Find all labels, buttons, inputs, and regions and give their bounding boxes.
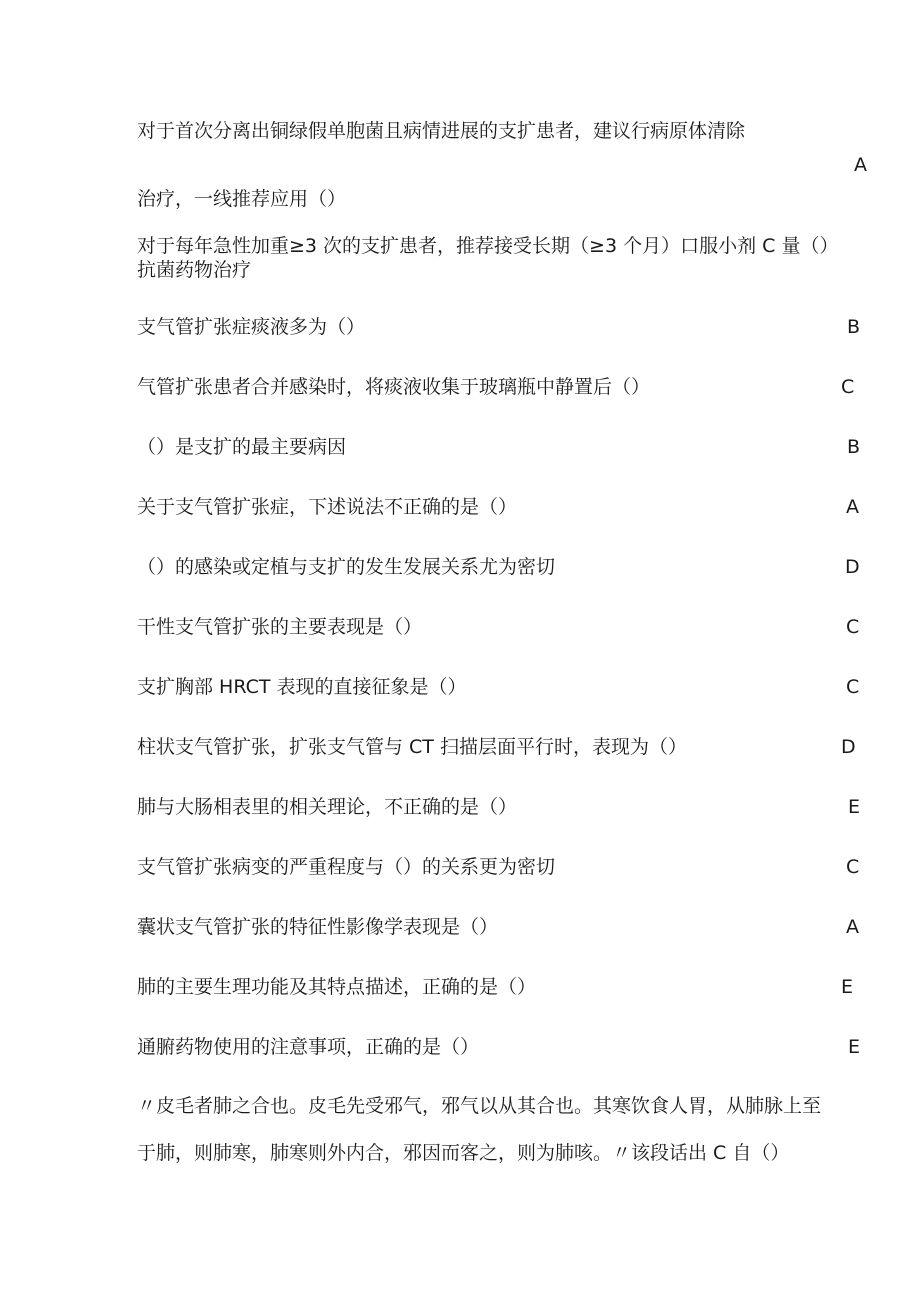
question-12: 支气管扩张病变的严重程度与（）的关系更为密切 [137, 856, 556, 878]
question-4: 气管扩张患者合并感染时，将痰液收集于玻璃瓶中静置后（） [137, 376, 651, 398]
question-1-answer: A [854, 154, 867, 176]
question-6: 关于支气管扩张症，下述说法不正确的是（） [137, 496, 518, 518]
question-4-answer: C [841, 376, 855, 398]
question-11-answer: E [848, 796, 861, 818]
question-3-answer: B [847, 316, 861, 338]
question-1-line-1: 对于首次分离出铜绿假单胞菌且病情进展的支扩患者，建议行病原体清除 [137, 120, 746, 142]
question-14: 肺的主要生理功能及其特点描述，正确的是（） [137, 976, 537, 998]
question-7: （）的感染或定植与支扩的发生发展关系尤为密切 [137, 556, 556, 578]
question-5: （）是支扩的最主要病因 [137, 436, 347, 458]
question-10-answer: D [841, 736, 856, 758]
question-9-answer: C [846, 676, 860, 698]
question-8-answer: C [846, 616, 860, 638]
question-8: 干性支气管扩张的主要表现是（） [137, 616, 423, 638]
question-2-line-1: 对于每年急性加重≥3 次的支扩患者，推荐接受长期（≥3 个月）口服小剂 C 量（） [137, 235, 839, 257]
question-12-answer: C [846, 856, 860, 878]
question-15-answer: E [848, 1036, 861, 1058]
question-16-line-1: 〃皮毛者肺之合也。皮毛先受邪气，邪气以从其合也。其寒饮食人胃，从肺脉上至 [137, 1095, 822, 1117]
question-13: 囊状支气管扩张的特征性影像学表现是（） [137, 916, 499, 938]
question-1-line-2: 治疗，一线推荐应用（） [137, 188, 347, 210]
question-15: 通腑药物使用的注意事项，正确的是（） [137, 1036, 480, 1058]
question-2-line-2: 抗菌药物治疗 [137, 259, 252, 281]
question-13-answer: A [846, 916, 859, 938]
question-3: 支气管扩张症痰液多为（） [137, 316, 366, 338]
question-6-answer: A [846, 496, 859, 518]
question-11: 肺与大肠相表里的相关理论，不正确的是（） [137, 796, 518, 818]
question-9: 支扩胸部 HRCT 表现的直接征象是（） [137, 676, 467, 698]
question-14-answer: E [841, 976, 854, 998]
question-7-answer: D [845, 556, 860, 578]
question-10: 柱状支气管扩张，扩张支气管与 CT 扫描层面平行时，表现为（） [137, 736, 687, 758]
question-16-line-2: 于肺，则肺寒，肺寒则外内合，邪因而客之，则为肺咳。〃该段话出 C 自（） [137, 1142, 790, 1164]
question-5-answer: B [847, 436, 861, 458]
